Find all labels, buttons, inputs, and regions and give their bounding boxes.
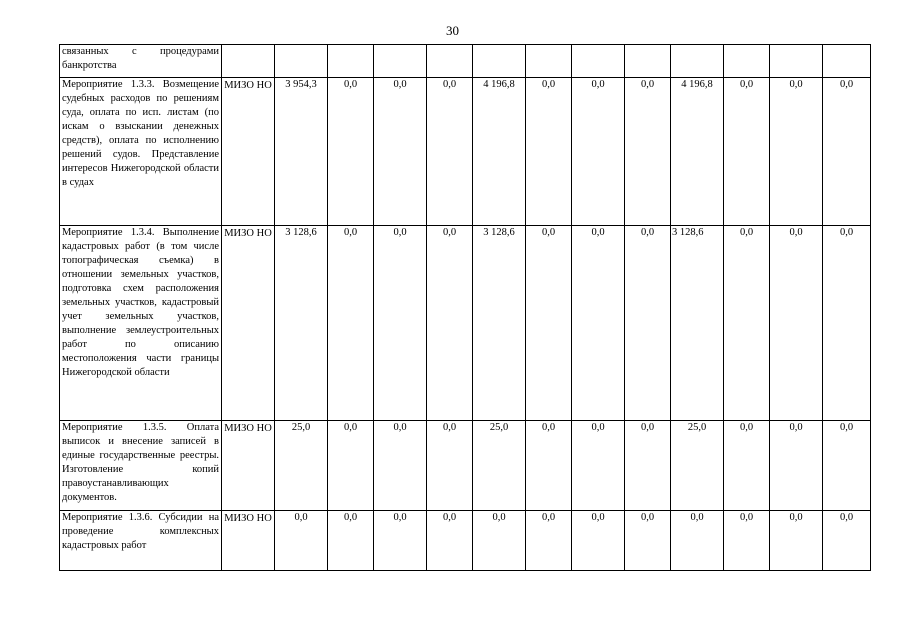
value-cell — [328, 45, 374, 78]
value-cell — [473, 45, 526, 78]
value-cell: 0,0 — [724, 78, 770, 226]
table-row — [60, 226, 871, 421]
row-executor: МИЗО НО — [222, 421, 275, 511]
value-cell: 3 128,6 — [275, 226, 328, 421]
value-cell: 0,0 — [823, 421, 871, 511]
value-cell: 0,0 — [374, 226, 427, 421]
value-cell — [724, 45, 770, 78]
value-cell: 0,0 — [625, 421, 671, 511]
value-cell: 0,0 — [526, 78, 572, 226]
value-cell: 0,0 — [625, 226, 671, 421]
value-cell: 0,0 — [770, 511, 823, 571]
value-cell — [275, 45, 328, 78]
value-cell: 0,0 — [724, 226, 770, 421]
row-description: Мероприятие 1.3.3. Возмещение судебных расходов по решениям суда, оплата по исп. листам (по искам о взыскании денежных средств), оплата по исполнению решений судов. Представление интересов Нижегородской области в судах — [60, 78, 222, 226]
value-cell — [671, 45, 724, 78]
value-cell: 0,0 — [671, 511, 724, 571]
budget-table — [59, 44, 871, 571]
value-cell: 0,0 — [374, 511, 427, 571]
value-cell: 3 128,6 — [473, 226, 526, 421]
value-cell: 0,0 — [374, 78, 427, 226]
value-cell: 3 128,6 — [671, 226, 724, 421]
value-cell: 0,0 — [328, 78, 374, 226]
value-cell — [625, 45, 671, 78]
row-description: Мероприятие 1.3.4. Выполнение кадастровых работ (в том числе топографическая съемка) в отношении земельных участков, подготовка схем расположения земельных участков, кадастровый учет земельных участков, выполнение землеустроительных работ по описанию местоположения части границы Нижегородской области — [60, 226, 222, 421]
value-cell: 0,0 — [328, 226, 374, 421]
value-cell: 3 954,3 — [275, 78, 328, 226]
value-cell — [572, 45, 625, 78]
value-cell: 0,0 — [526, 511, 572, 571]
value-cell — [823, 45, 871, 78]
table-row — [60, 78, 871, 226]
value-cell: 4 196,8 — [671, 78, 724, 226]
row-description: Мероприятие 1.3.5. Оплата выписок и внесение записей в единые государственные реестры. Изготовление копий правоустанавливающих документов. — [60, 421, 222, 511]
value-cell: 0,0 — [625, 511, 671, 571]
row-executor — [222, 45, 275, 78]
row-description: связанных с процедурами банкротства — [60, 45, 222, 78]
value-cell: 0,0 — [526, 226, 572, 421]
value-cell: 0,0 — [625, 78, 671, 226]
value-cell — [770, 45, 823, 78]
value-cell: 0,0 — [572, 421, 625, 511]
value-cell: 0,0 — [427, 511, 473, 571]
row-description: Мероприятие 1.3.6. Субсидии на проведение комплексных кадастровых работ — [60, 511, 222, 571]
row-executor: МИЗО НО — [222, 511, 275, 571]
value-cell: 0,0 — [823, 78, 871, 226]
value-cell: 0,0 — [374, 421, 427, 511]
value-cell — [427, 45, 473, 78]
value-cell: 0,0 — [724, 421, 770, 511]
value-cell — [374, 45, 427, 78]
value-cell: 0,0 — [427, 226, 473, 421]
value-cell: 0,0 — [770, 226, 823, 421]
table-row — [60, 511, 871, 571]
value-cell: 0,0 — [823, 511, 871, 571]
value-cell: 0,0 — [275, 511, 328, 571]
value-cell: 0,0 — [328, 511, 374, 571]
page-number: 30 — [446, 23, 459, 38]
value-cell: 0,0 — [572, 226, 625, 421]
row-executor: МИЗО НО — [222, 226, 275, 421]
value-cell: 0,0 — [770, 78, 823, 226]
table-row — [60, 45, 871, 78]
value-cell: 0,0 — [328, 421, 374, 511]
value-cell: 0,0 — [823, 226, 871, 421]
value-cell: 0,0 — [724, 511, 770, 571]
value-cell: 0,0 — [526, 421, 572, 511]
value-cell: 0,0 — [770, 421, 823, 511]
value-cell: 0,0 — [473, 511, 526, 571]
value-cell: 25,0 — [275, 421, 328, 511]
value-cell: 25,0 — [473, 421, 526, 511]
value-cell: 4 196,8 — [473, 78, 526, 226]
row-executor: МИЗО НО — [222, 78, 275, 226]
value-cell — [526, 45, 572, 78]
value-cell: 0,0 — [572, 511, 625, 571]
table-row — [60, 421, 871, 511]
value-cell: 0,0 — [427, 78, 473, 226]
value-cell: 0,0 — [572, 78, 625, 226]
value-cell: 0,0 — [427, 421, 473, 511]
value-cell: 25,0 — [671, 421, 724, 511]
